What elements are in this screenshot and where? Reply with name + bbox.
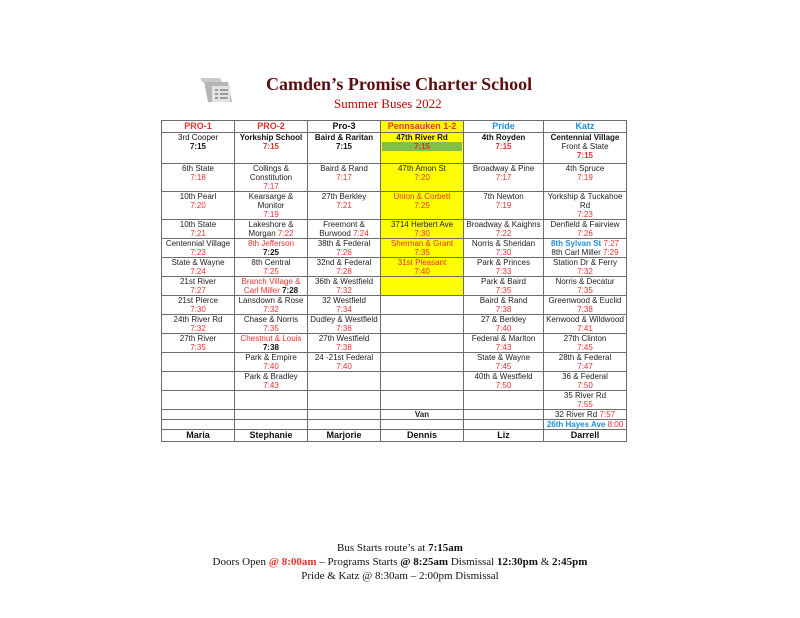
table-cell [308, 164, 381, 192]
footer-doors-time: @ 8:00am [268, 556, 317, 568]
stop-time: 7:30 [190, 305, 206, 314]
stop-name-secondary: 8th Carl Miller [551, 248, 601, 257]
table-cell [235, 315, 308, 334]
stop-time: 7:20 [190, 201, 206, 210]
page-title: Camden’s Promise Charter School [266, 74, 533, 94]
stop-time: 7:21 [190, 229, 206, 238]
stop-name: Federal & Marlton [471, 334, 536, 343]
table-cell [464, 420, 544, 430]
stop-time: 7:45 [495, 362, 512, 371]
stop-time: 7:40 [336, 362, 352, 371]
stop-time: 7:35 [414, 248, 430, 257]
table-cell [308, 220, 381, 239]
stop-name: 4th Spruce [565, 164, 605, 173]
footer-line-3 [0, 570, 800, 582]
stop-name: Branch Village & Carl Miller [241, 277, 301, 295]
table-cell [381, 420, 464, 430]
table-cell [235, 192, 308, 220]
stop-name: 10th State [179, 220, 217, 229]
table-row [162, 192, 627, 220]
stop-name: State & Wayne [476, 353, 531, 362]
footer-line-2 [0, 556, 800, 568]
schedule-body [162, 133, 627, 430]
stop-time: 7:23 [577, 210, 593, 219]
footer-programs-text: – Programs Starts [316, 556, 401, 568]
table-cell [544, 420, 627, 430]
table-cell [544, 192, 627, 220]
stop-time: 7:18 [190, 173, 206, 182]
stop-time: 7:17 [263, 182, 279, 191]
footer-start-time: 7:15am [428, 542, 463, 554]
table-cell [381, 372, 464, 391]
stop-time: 7:25 [262, 248, 279, 257]
table-cell [162, 372, 235, 391]
stop-time: 7:26 [336, 248, 352, 257]
stop-time: 8:00 [607, 420, 624, 429]
table-cell [235, 296, 308, 315]
table-cell [308, 133, 381, 164]
table-row [162, 391, 627, 410]
driver-name: Marjorie [308, 430, 381, 442]
column-header: Pride [464, 121, 544, 133]
stop-time: 7:50 [495, 381, 512, 390]
table-cell [544, 258, 627, 277]
stop-time: 7:38 [495, 305, 512, 314]
stop-time: 7:30 [414, 229, 430, 238]
footer-doors-text: Doors Open [212, 556, 269, 568]
stop-time: 7:38 [336, 343, 352, 352]
table-row [162, 420, 627, 430]
table-cell [381, 296, 464, 315]
footer-start-text: Bus Starts route’s at [337, 542, 429, 554]
stop-name: Sherman & Grant [390, 239, 454, 248]
stop-time: 7:19 [495, 201, 512, 210]
stop-time: 7:35 [495, 286, 512, 295]
stop-time: 7:36 [336, 324, 352, 333]
table-cell [162, 420, 235, 430]
column-header: Pennsauken 1-2 [381, 121, 464, 133]
table-cell [544, 220, 627, 239]
bus-schedule-table [161, 120, 627, 442]
table-row [162, 220, 627, 239]
stop-name: Broadway & Kaighns [466, 220, 541, 229]
stop-name: Union & Corbett [393, 192, 451, 201]
document-logo-icon [198, 74, 236, 106]
stop-name: 27th Westfield [318, 334, 370, 343]
table-cell [544, 239, 627, 258]
table-cell [544, 372, 627, 391]
stop-time: 7:28 [282, 286, 299, 295]
table-row [162, 334, 627, 353]
stop-time: 7:38 [262, 343, 279, 352]
table-cell [162, 410, 235, 420]
stop-name: 32nd & Federal [316, 258, 372, 267]
stop-time: 7:20 [414, 173, 430, 182]
stop-name: 3714 Herbert Ave [390, 220, 454, 229]
footer-dismissal-time-2: 2:45pm [552, 556, 588, 568]
table-cell [308, 391, 381, 410]
table-row [162, 164, 627, 192]
stop-name: 32 Westfield [322, 296, 366, 305]
table-cell [162, 353, 235, 372]
stop-name: 28th & Federal [558, 353, 612, 362]
table-cell [235, 334, 308, 353]
stop-time: 7:25 [263, 267, 279, 276]
table-cell [464, 296, 544, 315]
table-row [162, 239, 627, 258]
stop-name: 40th & Westfield [474, 372, 533, 381]
stop-time: 7:50 [577, 381, 593, 390]
table-cell [235, 353, 308, 372]
stop-name: 27th Berkley [321, 192, 367, 201]
stop-time: 7:35 [190, 343, 206, 352]
stop-name: 7th Newton [483, 192, 524, 201]
stop-time: 7:15 [189, 142, 206, 151]
stop-time: 7:32 [263, 305, 279, 314]
stop-time: 7:24 [190, 267, 206, 276]
stop-time: 7:17 [336, 173, 352, 182]
stop-name: 6th State [181, 164, 215, 173]
stop-time: 7:23 [190, 248, 206, 257]
stop-time: 7:22 [277, 229, 294, 238]
table-cell [162, 258, 235, 277]
stop-time: 7:26 [577, 229, 593, 238]
highlight-bar [382, 142, 462, 151]
stop-name: Lakeshore & Morgan [248, 220, 294, 238]
table-cell [235, 410, 308, 420]
table-row [162, 277, 627, 296]
stop-time: 7:24 [353, 229, 369, 238]
footer-programs-time: @ 8:25am [400, 556, 449, 568]
stop-name: 27th River [179, 334, 217, 343]
table-cell [162, 296, 235, 315]
driver-name: Darrell [544, 430, 627, 442]
table-cell [464, 258, 544, 277]
footer-line-1 [0, 542, 800, 554]
table-row [162, 410, 627, 420]
table-row [162, 258, 627, 277]
stop-name: 47th Amon St [397, 164, 447, 173]
driver-name: Liz [464, 430, 544, 442]
table-row [162, 315, 627, 334]
stop-name: 4th Royden [481, 133, 526, 142]
stop-name: State & Wayne [171, 258, 225, 267]
driver-name: Stephanie [235, 430, 308, 442]
table-cell [544, 296, 627, 315]
stop-name: 8th Jefferson [247, 239, 295, 248]
table-cell [308, 192, 381, 220]
stop-name: Dudley & Westfield [310, 315, 378, 324]
table-row [162, 296, 627, 315]
stop-name: 21st River [179, 277, 216, 286]
table-cell [235, 164, 308, 192]
stop-name: Norris & Decatur [555, 277, 615, 286]
stop-name: 47th River Rd [396, 133, 448, 142]
stop-time: 7:32 [336, 286, 352, 295]
table-cell [162, 315, 235, 334]
stop-time: 7:15 [262, 142, 279, 151]
stop-time: 7:22 [495, 229, 512, 238]
stop-name: Park & Baird [481, 277, 526, 286]
stop-name: Van [414, 410, 430, 419]
stop-time: 7:33 [495, 267, 512, 276]
footer-dismissal-text: Dismissal [448, 556, 497, 568]
driver-name: Maria [162, 430, 235, 442]
stop-name: Collings & Constitution [249, 164, 293, 182]
table-cell [308, 334, 381, 353]
stop-time: 7:57 [599, 410, 616, 419]
stop-name: Chase & Norris [243, 315, 299, 324]
table-cell [544, 315, 627, 334]
stop-name: Chestnut & Louis [240, 334, 302, 343]
table-cell [235, 391, 308, 410]
stop-time: 7:43 [263, 381, 279, 390]
stop-name: Park & Bradley [244, 372, 298, 381]
stop-time: 7:41 [577, 324, 593, 333]
table-cell [235, 420, 308, 430]
table-cell [381, 164, 464, 192]
stop-time: 7:15 [495, 142, 512, 151]
stop-name: 38th & Federal [317, 239, 371, 248]
stop-name: 32 River Rd [554, 410, 598, 419]
table-cell [464, 353, 544, 372]
stop-time: 7:55 [577, 400, 593, 409]
table-cell [464, 372, 544, 391]
footer-and-text: & [537, 556, 553, 568]
stop-name: Centennial Village [165, 239, 231, 248]
column-header: Katz [544, 121, 627, 133]
table-cell [544, 133, 627, 164]
stop-name: 8th Sylvan St [550, 239, 602, 248]
table-row [162, 372, 627, 391]
table-cell [162, 220, 235, 239]
stop-name: 24 -21st Federal [314, 353, 374, 362]
stop-name: 24th River Rd [173, 315, 223, 324]
table-cell [464, 315, 544, 334]
stop-name: Park & Empire [245, 353, 297, 362]
table-cell [235, 220, 308, 239]
table-cell [381, 410, 464, 420]
table-cell [308, 420, 381, 430]
table-cell [308, 410, 381, 420]
stop-name: 3rd Cooper [177, 133, 219, 142]
table-cell [162, 277, 235, 296]
stop-time: 7:15 [413, 142, 430, 151]
stop-name: Lansdown & Rose [238, 296, 304, 305]
table-cell [464, 391, 544, 410]
stop-name: Park & Princes [477, 258, 530, 267]
table-cell [162, 164, 235, 192]
table-cell [235, 258, 308, 277]
table-cell [464, 164, 544, 192]
stop-name: Yorkship School [239, 133, 303, 142]
table-cell [381, 315, 464, 334]
stop-time: 7:28 [336, 267, 352, 276]
stop-time: 7:43 [495, 343, 512, 352]
stop-name: Station Dr & Ferry [552, 258, 617, 267]
table-cell [464, 192, 544, 220]
table-cell [308, 353, 381, 372]
table-cell [162, 334, 235, 353]
table-cell [308, 296, 381, 315]
stop-time: 7:34 [336, 305, 352, 314]
stop-name: Denfield & Fairview [550, 220, 620, 229]
stop-name: Freemont & Burwood [319, 220, 365, 238]
stop-name: 35 River Rd [563, 391, 607, 400]
stop-time: 7:30 [495, 248, 512, 257]
table-cell [308, 315, 381, 334]
stop-name: Centennial Village [550, 133, 620, 142]
table-cell [308, 239, 381, 258]
table-cell [544, 334, 627, 353]
page-subtitle: Summer Buses 2022 [334, 96, 442, 111]
table-cell [235, 372, 308, 391]
stop-name: 10th Pearl [179, 192, 217, 201]
driver-row [162, 430, 627, 442]
stop-name: 26th Hayes Ave [546, 420, 606, 429]
header-row [162, 121, 627, 133]
table-cell [162, 391, 235, 410]
table-cell [544, 410, 627, 420]
column-header: Pro-3 [308, 121, 381, 133]
stop-time: 7:25 [414, 201, 430, 210]
stop-time: 7:27 [190, 286, 206, 295]
stop-name: 21st Pierce [177, 296, 219, 305]
stop-time: 7:21 [336, 201, 352, 210]
table-cell [544, 277, 627, 296]
table-cell [308, 277, 381, 296]
table-cell [235, 239, 308, 258]
table-cell [464, 277, 544, 296]
stop-time: 7:19 [577, 173, 593, 182]
table-cell [235, 277, 308, 296]
stop-name: Baird & Raritan [314, 133, 374, 142]
stop-name-secondary: Front & State [561, 142, 609, 151]
stop-time: 7:32 [190, 324, 206, 333]
table-cell [381, 239, 464, 258]
table-cell [162, 239, 235, 258]
stop-time: 7:27 [603, 239, 620, 248]
footer-dismissal-time-1: 12:30pm [497, 556, 538, 568]
stop-name: Norris & Sheridan [471, 239, 536, 248]
stop-time: 7:35 [263, 324, 279, 333]
stop-name: Baird & Rand [479, 296, 528, 305]
driver-name: Dennis [381, 430, 464, 442]
stop-name: 27 & Berkley [480, 315, 527, 324]
table-cell [381, 258, 464, 277]
stop-name: 36 & Federal [562, 372, 608, 381]
stop-time: 7:45 [577, 343, 593, 352]
table-cell [464, 239, 544, 258]
stop-time: 7:32 [577, 267, 593, 276]
table-cell [464, 133, 544, 164]
stop-time: 7:40 [495, 324, 512, 333]
table-cell [308, 372, 381, 391]
table-cell [381, 220, 464, 239]
stop-time: 7:15 [335, 142, 352, 151]
column-header: PRO-1 [162, 121, 235, 133]
footer-pride-katz-text: Pride & Katz @ 8:30am – 2:00pm Dismissal [301, 570, 499, 582]
stop-time: 7:38 [577, 305, 593, 314]
stop-name: Yorkship & Tuckahoe Rd [547, 192, 623, 210]
stop-time-secondary: 7:29 [603, 248, 619, 257]
table-cell [544, 164, 627, 192]
column-header: PRO-2 [235, 121, 308, 133]
table-cell [235, 133, 308, 164]
table-cell [381, 133, 464, 164]
table-row [162, 133, 627, 164]
stop-time: 7:47 [577, 362, 593, 371]
table-cell [544, 391, 627, 410]
stop-time: 7:17 [495, 173, 512, 182]
stop-time: 7:35 [577, 286, 593, 295]
table-cell [464, 220, 544, 239]
stop-name: 36th & Westfield [314, 277, 374, 286]
stop-name: Broadway & Pine [472, 164, 535, 173]
table-cell [464, 334, 544, 353]
stop-name: 8th Central [251, 258, 291, 267]
stop-name: Kearsarge & Monitor [248, 192, 294, 210]
stop-time: 7:19 [263, 210, 279, 219]
table-cell [381, 334, 464, 353]
stop-time: 7:40 [414, 267, 430, 276]
table-cell [381, 353, 464, 372]
table-cell [381, 277, 464, 296]
stop-name: 31st Pleasant [397, 258, 447, 267]
table-cell [464, 410, 544, 420]
table-cell [381, 391, 464, 410]
stop-name: Baird & Rand [320, 164, 368, 173]
table-row [162, 353, 627, 372]
stop-name: 27th Clinton [563, 334, 607, 343]
stop-time: 7:40 [263, 362, 279, 371]
table-cell [162, 192, 235, 220]
stop-time: 7:15 [576, 151, 593, 160]
stop-name: Greenwood & Euclid [548, 296, 622, 305]
table-cell [162, 133, 235, 164]
stop-name: Kenwood & Wildwood [546, 315, 624, 324]
table-cell [381, 192, 464, 220]
table-cell [544, 353, 627, 372]
table-cell [308, 258, 381, 277]
